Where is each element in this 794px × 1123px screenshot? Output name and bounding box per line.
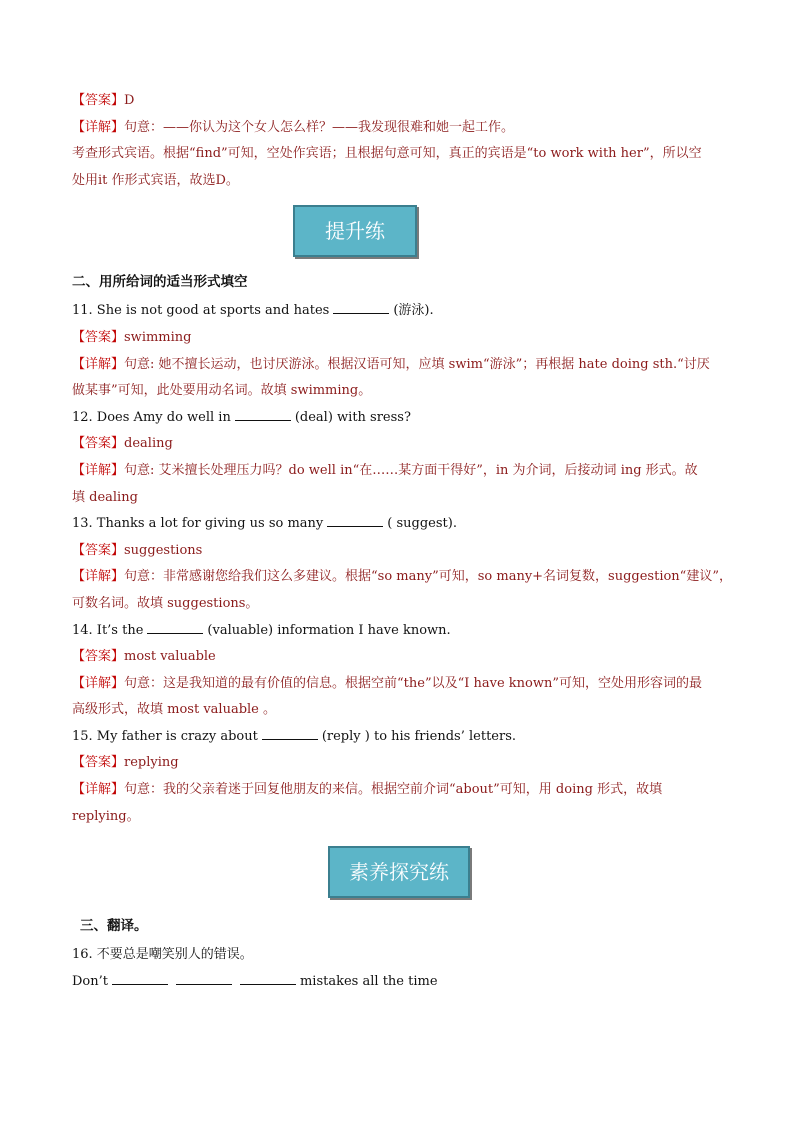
answer-value: replying [124,755,179,771]
question-15 [72,724,732,751]
detail-text: 句意：非常感谢您给我们这么多建议。根据“so many”可知，so many+名词复数，suggestion“建议”， [124,569,732,585]
detail-text: 句意：我的父亲着迷于回复他朋友的来信。根据空前介词“about”可知，用 doing 形式，故填 [124,782,663,798]
answer-line-q14 [72,644,732,671]
answer-line-q10 [72,88,732,115]
question-16-english [72,969,732,996]
answer-value: D [124,93,135,108]
answer-blank [147,622,203,634]
answer-value: swimming [124,329,192,345]
section-heading-3: 三、翻译。 [80,918,148,935]
answer-value: most valuable [124,649,216,665]
answer-blank [240,973,296,985]
document-page [72,88,732,995]
detail-line-q15 [72,777,732,804]
answer-blank [262,728,318,740]
answer-line-q12 [72,431,732,458]
detail-tag: 【详解】 [72,675,125,691]
question-text: 12. Does Amy do well in [72,409,231,425]
question-text: ( suggest). [387,516,457,532]
detail-text: 句意: 艾米擅长处理压力吗？do well in“在……某方面干得好”，in 为介词，后接动词 ing 形式。故 [124,462,698,478]
answer-line-q13 [72,538,732,565]
detail-cont-q11 [72,378,732,405]
detail-tag: 【详解】 [72,569,125,585]
detail-text: replying。 [72,808,140,824]
detail-text: 填 dealing [72,489,138,505]
question-text: 13. Thanks a lot for giving us so many [72,516,324,532]
answer-line-q11 [72,325,732,352]
detail-cont-q14 [72,697,732,724]
section-banner-tisheng: 提升练 [293,205,417,257]
detail-text: hate doing sth.“讨厌 [578,356,710,372]
detail-extra-line-1 [72,141,732,168]
question-text: (deal) with sress? [294,409,411,425]
detail-line-q13 [72,564,732,591]
banner-row-2 [72,830,732,910]
answer-tag: 【答案】 [72,542,125,558]
question-text: 14. It’s the [72,622,144,638]
question-16: 16. 不要总是嘲笑别人的错误。 [72,947,253,963]
detail-line-q10 [72,115,732,142]
question-11 [72,298,732,325]
question-13 [72,511,732,538]
detail-text: 高级形式，故填 most valuable 。 [72,702,276,718]
detail-text: 句意：——你认为这个女人怎么样？——我发现很难和她一起工作。 [124,119,515,135]
detail-cont-q15 [72,804,732,831]
question-12 [72,405,732,432]
detail-line-q14 [72,671,732,698]
question-text: 11. She is not good at sports and hates [72,303,330,319]
answer-blank [235,409,291,421]
detail-tag: 【详解】 [72,119,125,135]
detail-tag: 【详解】 [72,462,125,478]
answer-value: suggestions [124,542,203,558]
question-text: (reply ) to his friends’ letters. [321,728,517,744]
answer-blank [112,973,168,985]
answer-blank [176,973,232,985]
question-14 [72,618,732,645]
section-banner-suyang: 素养探究练 [328,846,470,898]
detail-tag: 【详解】 [72,782,125,798]
detail-text: 句意: 她不擅长运动，也讨厌游泳。根据汉语可知，应填 swim“游泳”；再根据 [124,356,575,372]
answer-tag: 【答案】 [72,649,125,665]
question-text: (游泳). [393,303,434,319]
detail-text: 可数名词。故填 suggestions。 [72,595,259,611]
detail-extra-text: 处用it 作形式宾语，故选D。 [72,172,239,188]
question-text: mistakes all the time [299,973,438,989]
detail-cont-q12 [72,485,732,512]
answer-line-q15 [72,750,732,777]
answer-tag: 【答案】 [72,329,125,345]
section-heading-2: 二、用所给词的适当形式填空 [72,274,248,291]
answer-tag: 【答案】 [72,93,125,108]
banner-row-1 [72,194,732,266]
detail-line-q12 [72,458,732,485]
answer-tag: 【答案】 [72,755,125,771]
detail-line-q11 [72,352,732,379]
question-text: 15. My father is crazy about [72,728,258,744]
detail-text: 做某事”可知，此处要用动名词。故填 swimming。 [72,383,372,399]
question-text: (valuable) information I have known. [207,622,451,638]
detail-text: 句意：这是我知道的最有价值的信息。根据空前“the”以及“I have known”可知，空处用形容词的最 [124,675,703,691]
answer-blank [327,515,383,527]
detail-cont-q13 [72,591,732,618]
answer-blank [333,302,389,314]
detail-tag: 【详解】 [72,356,125,372]
detail-extra-line-2 [72,168,732,195]
question-text: Don’t [72,973,108,989]
answer-tag: 【答案】 [72,436,125,452]
answer-value: dealing [124,436,173,452]
detail-extra-text: 考查形式宾语。根据“find”可知，空处作宾语；且根据句意可知，真正的宾语是“to work with her”，所以空 [72,146,702,162]
